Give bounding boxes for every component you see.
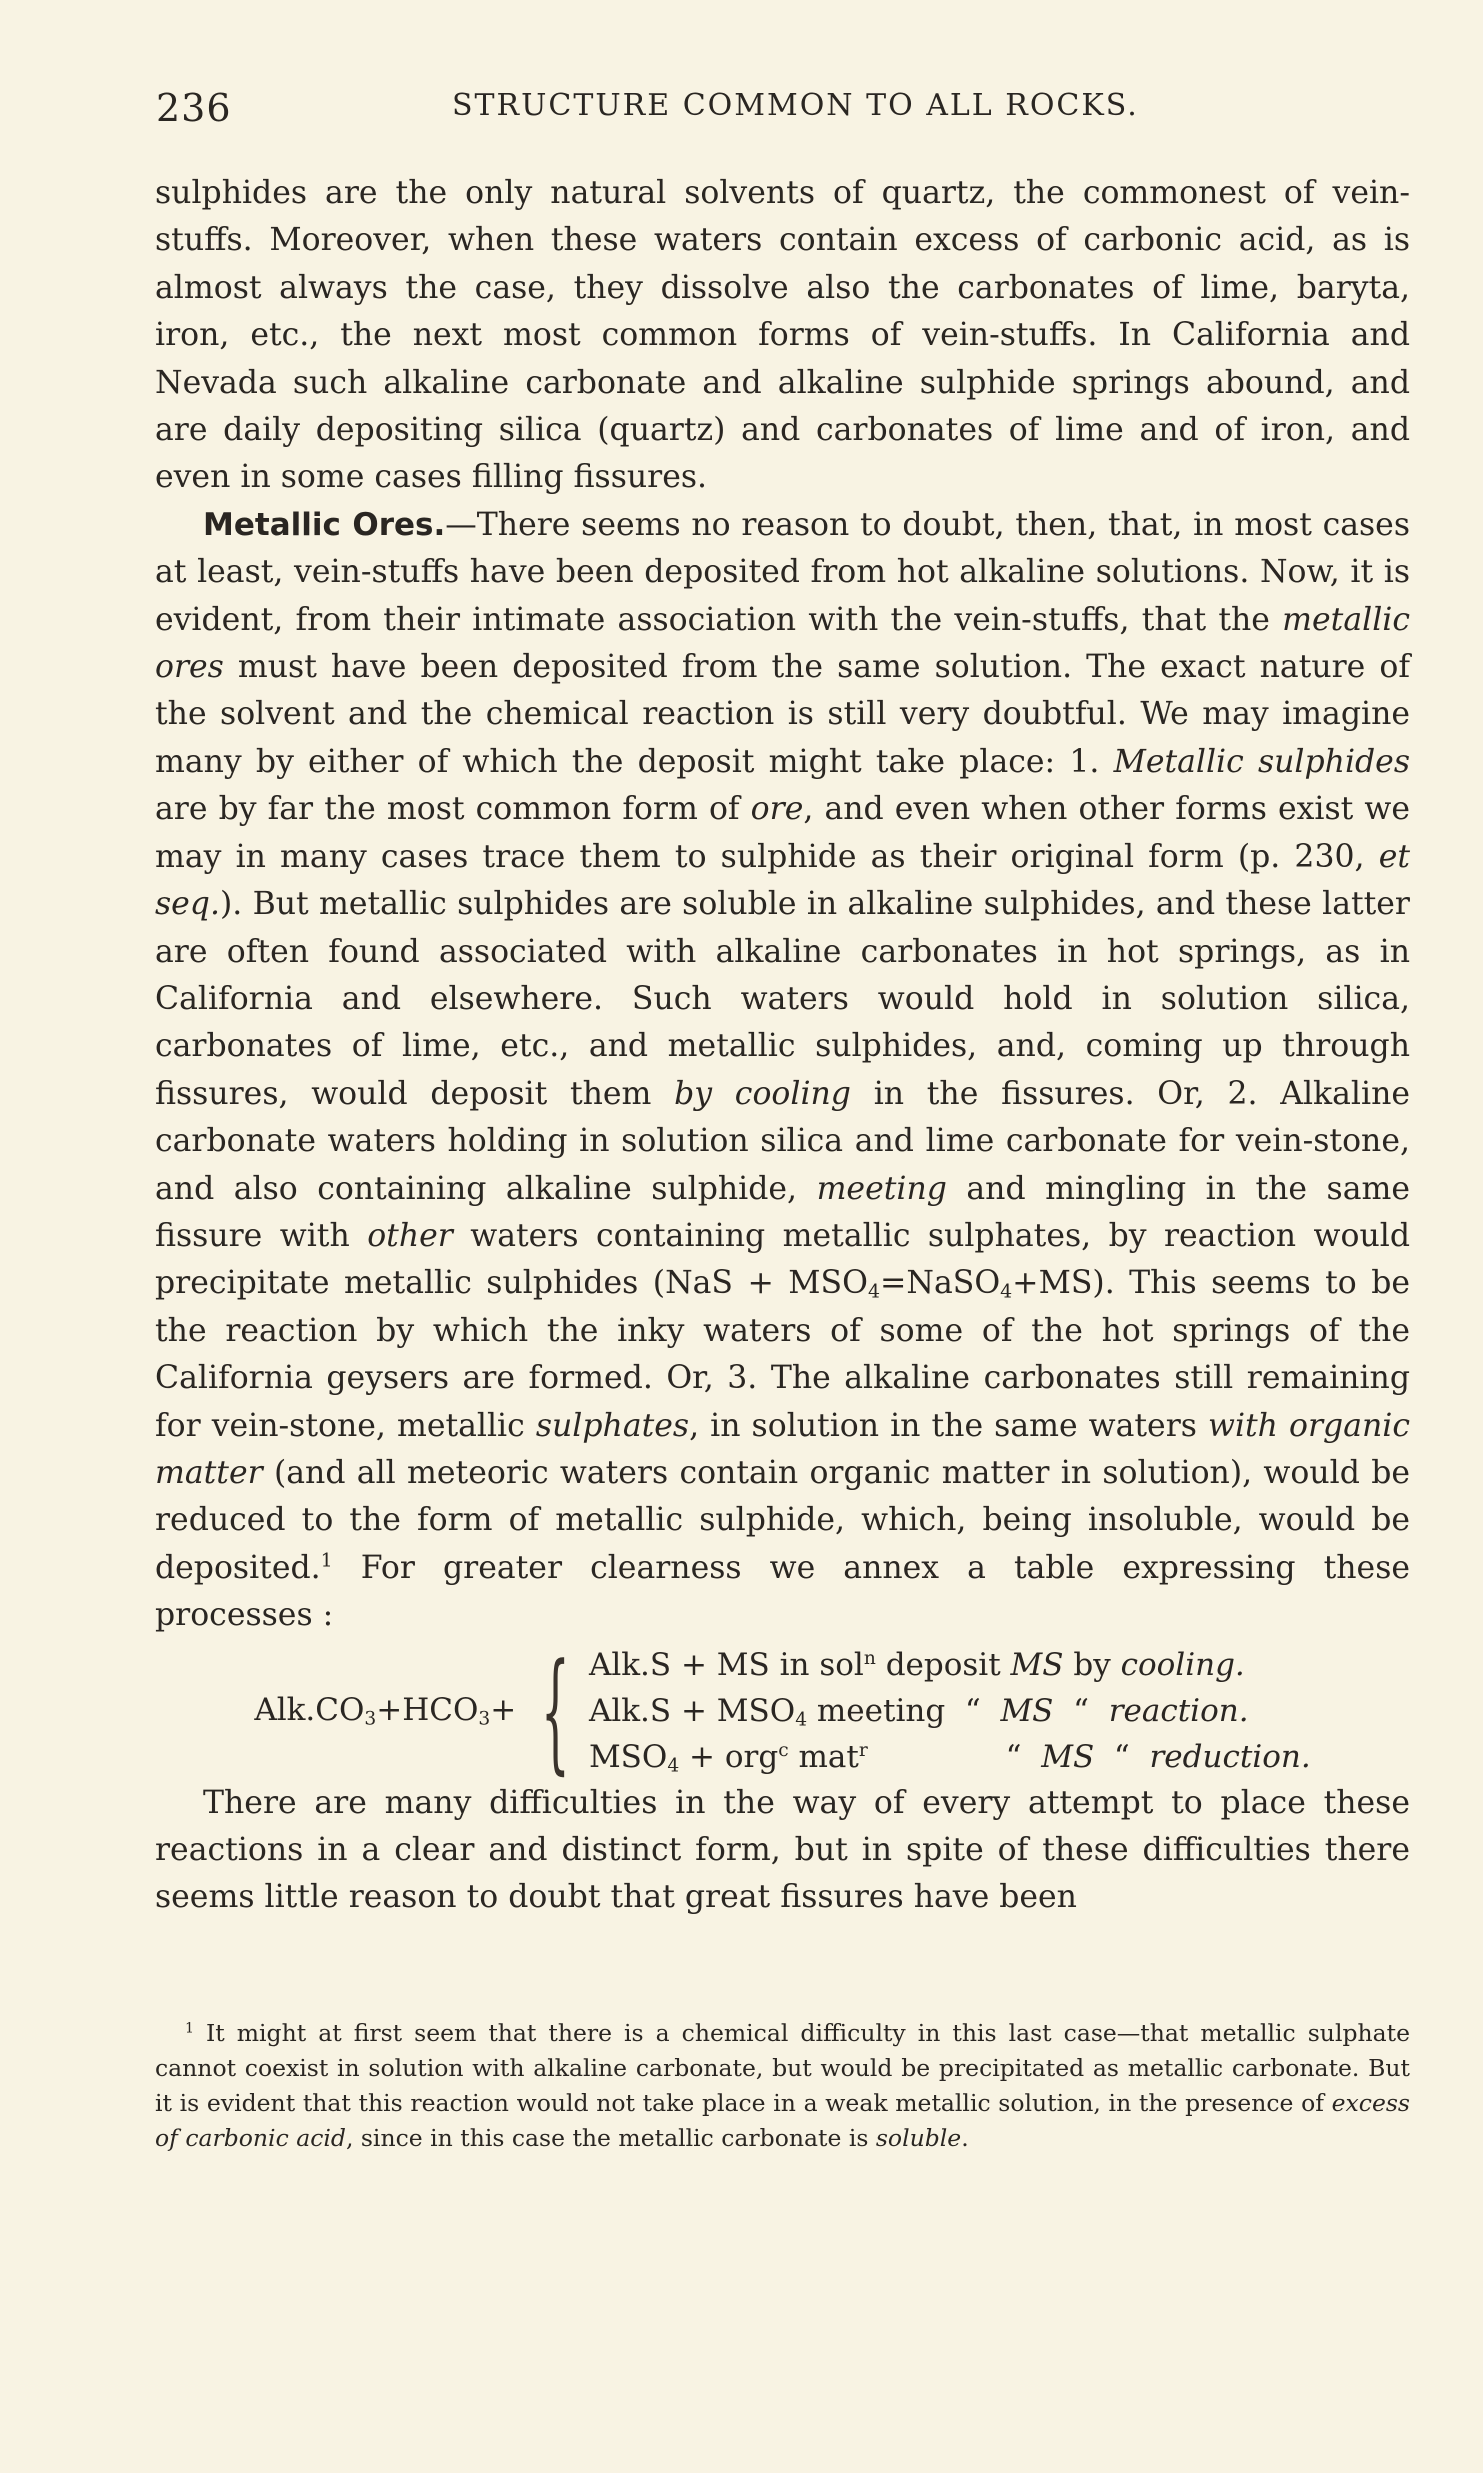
formula-ms: MS (1010, 1646, 1064, 1683)
page-number: 236 (156, 86, 232, 130)
italic-run: with organic matter (155, 1407, 1410, 1491)
italic-run: excess of carbonic acid (155, 2089, 1410, 2152)
footnote-marker: 1 (185, 2020, 194, 2037)
text-run: (and all meteoric waters contain organic matter in solution), would be reduced to the form of metallic sulphide, which, being insoluble, would be deposited. (155, 1454, 1410, 1586)
formula-term: + (490, 1691, 517, 1728)
reaction-row-cooling (589, 1642, 1311, 1688)
text-run: , in solution in the same waters (689, 1407, 1208, 1444)
italic-run: sulphates (535, 1407, 690, 1444)
reaction-row-reduction (589, 1734, 1311, 1780)
subscript: 4 (667, 1755, 680, 1777)
text-run: , since in this case the metallic carbonate is (345, 2124, 876, 2152)
formula-term: “ (1053, 1692, 1109, 1729)
formula-ms: MS (1041, 1738, 1095, 1775)
superscript: n (863, 1647, 876, 1669)
formula-term: meeting “ (807, 1692, 1001, 1729)
subscript: 4 (867, 1281, 880, 1304)
italic-run: other (367, 1217, 453, 1254)
formula-ms: MS (1000, 1692, 1054, 1729)
formula-term: + org (679, 1738, 779, 1775)
body-text (155, 170, 1410, 1922)
running-head: STRUCTURE COMMON TO ALL ROCKS. (452, 88, 1139, 123)
page-header (0, 86, 1483, 136)
paragraph-continued: sulphides are the only natural solvents of quartz, the commonest of vein-stuffs. Moreover, when these waters contain excess of carbonic acid, as is almost always the case, they dissolve also the carbonates of lime, baryta, iron, etc., the next most common forms of vein-stuffs. In California and Nevada such alkaline carbonate and alkaline sulphide springs abound, and are daily depositing silica (quartz) and carbonates of lime and of iron, and even in some cases filling fissures. (155, 175, 1410, 496)
reaction-table (155, 1634, 1410, 1787)
subscript: 3 (478, 1708, 491, 1730)
italic-run: by cooling (674, 1075, 851, 1112)
formula-term: MSO (588, 1738, 668, 1775)
curly-brace: { (541, 1634, 571, 1787)
superscript: c (778, 1739, 789, 1761)
footnote-reference: 1 (320, 1549, 333, 1572)
italic-run: ore (750, 791, 804, 828)
formula-term: mat (788, 1738, 859, 1775)
text-run: +MS). This seems to be the reaction by which the inky waters of some of the hot springs of the California geysers are formed. Or, 3. The alkaline carbonates still remaining for vein-stone, metallic (155, 1265, 1410, 1444)
reaction-rows (589, 1642, 1311, 1780)
reaction-left-side (254, 1687, 524, 1734)
text-run: in the fissures. Or, 2. Alkaline carbonate waters holding in solution silica and lime carbonate for vein-stone, and also containing alkaline sulphide, (155, 1075, 1410, 1207)
text-run: must have been deposited from the same solution. The exact nature of the solvent and the chemical reaction is still very doubtful. We may imagine many by either of which the deposit might take place: 1. (155, 649, 1410, 780)
reaction-row-reaction (589, 1688, 1311, 1734)
paragraph-difficulties: There are many difficulties in the way of every attempt to place these reactions in a clear and distinct form, but in spite of these difficulties there seems little reason to doubt that great fissures have been (155, 1784, 1410, 1916)
subscript: 4 (1000, 1281, 1013, 1304)
formula-term: Alk.CO (254, 1691, 365, 1728)
reaction-type: reaction. (1108, 1692, 1249, 1729)
italic-run: soluble (875, 2124, 962, 2152)
formula-term: Alk.S + MS in sol (588, 1646, 864, 1683)
italic-run: et seq. (155, 838, 1410, 923)
reaction-type: cooling. (1120, 1646, 1245, 1683)
formula-term: +HCO (376, 1691, 479, 1728)
text-run: are by far the most common form of (155, 791, 751, 828)
text-run: For greater clearness we annex a table expressing these processes : (155, 1549, 1410, 1634)
text-run: and mingling in the same fissure with (155, 1170, 1410, 1254)
italic-run: Metallic sulphides (1113, 743, 1410, 780)
text-run: ). But metallic sulphides are soluble in alkaline sulphides, and these latter are often found associated with alkaline carbonates in hot springs, as in California and elsewhere. Such waters would hold in solution silica, carbonates of lime, etc., and metallic sulphides, and, coming up through fissures, would deposit them (155, 886, 1410, 1112)
superscript: r (858, 1739, 868, 1761)
subscript: 3 (364, 1708, 377, 1730)
section-heading: Metallic Ores. (203, 506, 446, 543)
text-run: waters containing metallic sulphates, by reaction would precipitate metallic sulphides (NaS + MSO (155, 1217, 1410, 1302)
formula-term: “ (867, 1738, 1042, 1775)
formula-term: Alk.S + MSO (588, 1692, 796, 1729)
formula-term: deposit (875, 1646, 1011, 1683)
subscript: 4 (795, 1709, 808, 1731)
text-run: —There seems no reason to doubt, then, that, in most cases at least, vein-stuffs have been deposited from hot alkaline solutions. Now, it is evident, from their intimate association with the vein-stuffs, that the (155, 506, 1410, 638)
italic-run: metallic ores (155, 601, 1410, 686)
italic-run: meeting (816, 1170, 947, 1207)
formula-term: by (1063, 1646, 1121, 1683)
footnote (155, 2016, 1410, 2156)
formula-term: “ (1094, 1738, 1150, 1775)
paragraph-metallic-ores (155, 502, 1410, 1640)
text-run: =NaSO (880, 1265, 1001, 1302)
reaction-type: reduction. (1149, 1738, 1311, 1775)
text-run: . (961, 2124, 969, 2152)
text-run: , and even when other forms exist we may in many cases trace them to sulphide as their original form (p. 230, (155, 791, 1410, 875)
text-run: It might at first seem that there is a chemical difficulty in this last case—that metallic sulphate cannot coexist in solution with alkaline carbonate, but would be precipitated as metallic carbonate. But it is evident that this reaction would not take place in a weak metallic solution, in the presence of (155, 2019, 1410, 2117)
